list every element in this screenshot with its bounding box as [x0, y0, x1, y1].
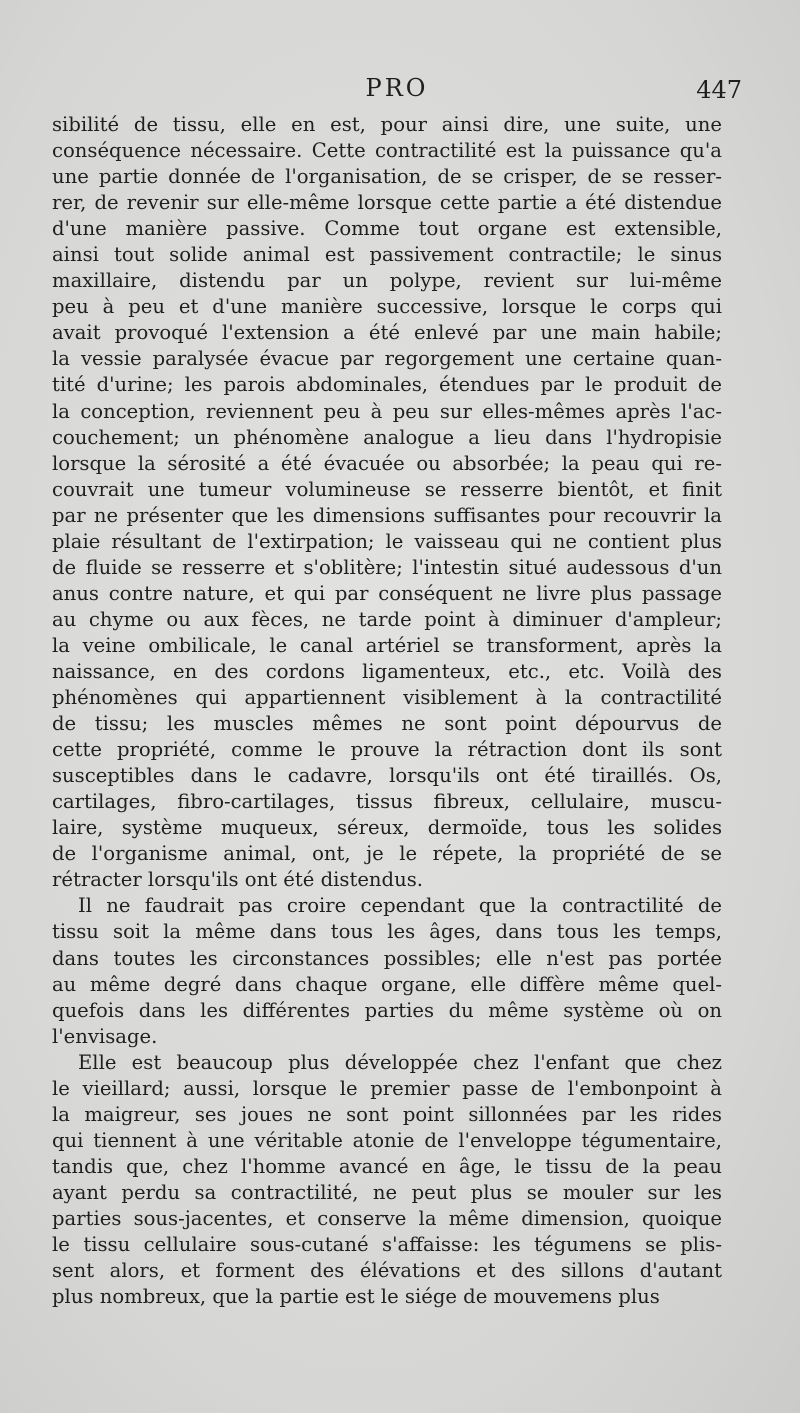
running-head: PRO	[365, 74, 429, 102]
page-header	[52, 74, 742, 110]
text-line: Elle est beaucoup plus développée chez l'enfant que chez	[78, 1050, 722, 1074]
text-line: peu à peu et d'une manière successive, lorsque le corps qui	[52, 295, 722, 319]
text-line: plaie résultant de l'extirpation; le vaisseau qui ne contient plus	[52, 529, 722, 553]
text-line: avait provoqué l'extension a été enlevé par une main habile;	[52, 321, 722, 345]
text-line: rétracter lorsqu'ils ont été distendus.	[52, 868, 423, 892]
text-line: sent alors, et forment des élévations et des sillons d'autant	[52, 1259, 722, 1283]
text-line: qui tiennent à une véritable atonie de l'enveloppe tégumentaire,	[52, 1128, 722, 1152]
text-line: cartilages, fibro-cartilages, tissus fibreux, cellulaire, muscu-	[52, 790, 722, 814]
page-number: 447	[696, 76, 742, 104]
text-line: dans toutes les circonstances possibles; elle n'est pas portée	[52, 946, 722, 970]
text-line: d'une manière passive. Comme tout organe est extensible,	[52, 217, 722, 241]
text-line: lorsque la sérosité a été évacuée ou absorbée; la peau qui re-	[52, 451, 722, 475]
text-line: tité d'urine; les parois abdominales, étendues par le produit de	[52, 373, 722, 397]
text-line: de l'organisme animal, ont, je le répete, la propriété de se	[52, 842, 722, 866]
text-line: ayant perdu sa contractilité, ne peut plus se mouler sur les	[52, 1180, 722, 1204]
text-line: plus nombreux, que la partie est le siége de mouvemens plus	[52, 1285, 660, 1309]
text-line: de tissu; les muscles mêmes ne sont point dépourvus de	[52, 712, 722, 736]
text-line: le vieillard; aussi, lorsque le premier passe de l'embonpoint à	[52, 1076, 722, 1100]
paragraph	[52, 893, 722, 1049]
text-line: par ne présenter que les dimensions suffisantes pour recouvrir la	[52, 503, 722, 527]
text-line: rer, de revenir sur elle-même lorsque cette partie a été distendue	[52, 191, 722, 215]
text-line: ainsi tout solide animal est passivement contractile; le sinus	[52, 243, 722, 267]
body-text	[52, 112, 722, 1310]
text-line: sibilité de tissu, elle en est, pour ainsi dire, une suite, une	[52, 113, 722, 136]
text-line: la veine ombilicale, le canal artériel se transforment, après la	[52, 633, 722, 657]
text-line: au même degré dans chaque organe, elle diffère même quel-	[52, 972, 722, 996]
text-line: tissu soit la même dans tous les âges, dans tous les temps,	[52, 920, 722, 944]
text-line: Il ne faudrait pas croire cependant que la contractilité de	[78, 894, 722, 918]
text-line: une partie donnée de l'organisation, de se crisper, de se resser-	[52, 165, 722, 189]
text-line: anus contre nature, et qui par conséquent ne livre plus passage	[52, 581, 722, 605]
text-line: la vessie paralysée évacue par regorgement une certaine quan-	[52, 347, 722, 371]
paragraph	[52, 1050, 722, 1310]
text-line: la conception, reviennent peu à peu sur elles-mêmes après l'ac-	[52, 399, 722, 423]
text-line: parties sous-jacentes, et conserve la même dimension, quoique	[52, 1206, 722, 1230]
text-line: au chyme ou aux fèces, ne tarde point à diminuer d'ampleur;	[52, 607, 722, 631]
text-line: quefois dans les différentes parties du même système où on	[52, 998, 722, 1022]
text-line: la maigreur, ses joues ne sont point sillonnées par les rides	[52, 1102, 722, 1126]
text-line: couvrait une tumeur volumineuse se resserre bientôt, et finit	[52, 477, 722, 501]
text-line: maxillaire, distendu par un polype, revient sur lui-même	[52, 269, 722, 293]
text-line: l'envisage.	[52, 1024, 158, 1048]
text-line: susceptibles dans le cadavre, lorsqu'ils ont été tiraillés. Os,	[52, 764, 722, 788]
paragraph	[52, 112, 722, 893]
text-line: tandis que, chez l'homme avancé en âge, le tissu de la peau	[52, 1154, 722, 1178]
text-line: de fluide se resserre et s'oblitère; l'intestin situé audessous d'un	[52, 555, 722, 579]
text-line: couchement; un phénomène analogue a lieu dans l'hydropisie	[52, 425, 722, 449]
text-line: le tissu cellulaire sous-cutané s'affaisse: les tégumens se plis-	[52, 1233, 722, 1257]
text-line: laire, système muqueux, séreux, dermoïde, tous les solides	[52, 816, 722, 840]
text-line: cette propriété, comme le prouve la rétraction dont ils sont	[52, 738, 722, 762]
text-line: conséquence nécessaire. Cette contractilité est la puissance qu'a	[52, 139, 722, 163]
text-line: phénomènes qui appartiennent visiblement à la contractilité	[52, 686, 722, 710]
text-line: naissance, en des cordons ligamenteux, etc., etc. Voilà des	[52, 659, 722, 683]
